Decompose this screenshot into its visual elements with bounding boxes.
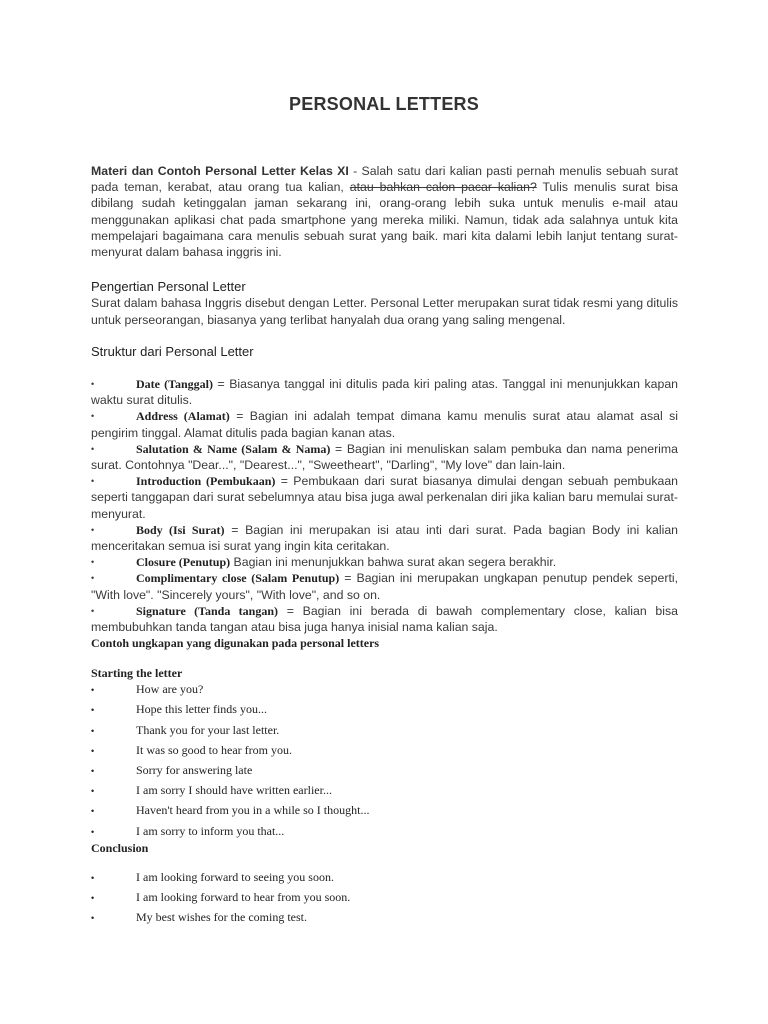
starting-phrase-text: Haven't heard from you in a while so I thought... <box>136 803 370 818</box>
intro-strikethrough: atau bahkan calon pacar kalian? <box>349 180 537 195</box>
bullet-icon: • <box>91 379 95 390</box>
struktur-item-desc: = Bagian ini adalah tempat dimana kamu menulis surat atau alamat asal si pengirim tinggal. Alamat ditulis pada bagian kanan atas. <box>91 409 678 440</box>
bullet-icon: • <box>91 913 95 924</box>
bullet-icon: • <box>91 705 95 716</box>
bullet-icon: • <box>91 685 95 696</box>
struktur-item-term: Address (Alamat) <box>136 409 230 424</box>
struktur-item <box>91 408 678 440</box>
starting-phrase <box>91 821 678 841</box>
struktur-item-desc: = Bagian ini merupakan ungkapan penutup pendek seperti, "With love". "Sincerely yours", "With love", and so on. <box>91 571 679 602</box>
starting-phrase <box>91 699 678 719</box>
conclusion-phrase-text: I am looking forward to hear from you soon. <box>136 889 351 904</box>
bullet-icon: • <box>91 605 95 616</box>
starting-heading: Starting the letter <box>91 666 183 681</box>
pengertian-text: Surat dalam bahasa Inggris disebut dengan Letter. Personal Letter merupakan surat tidak resmi yang ditulis untuk perseorangan, biasanya yang terlibat hanyalah dua orang yang saling mengenal. <box>91 296 678 327</box>
bullet-icon: • <box>91 806 95 817</box>
starting-phrase-text: How are you? <box>136 682 204 697</box>
bullet-icon: • <box>91 557 95 568</box>
conclusion-phrase-text: I am looking forward to seeing you soon. <box>136 869 334 884</box>
starting-phrase <box>91 780 678 800</box>
struktur-item-term: Introduction (Pembukaan) <box>136 474 276 489</box>
starting-phrase-text: Thank you for your last letter. <box>136 722 280 737</box>
struktur-item-term: Body (Isi Surat) <box>136 522 225 537</box>
conclusion-list <box>91 867 678 928</box>
struktur-item-term: Date (Tanggal) <box>136 377 213 392</box>
starting-phrase-text: I am sorry to inform you that... <box>136 823 285 838</box>
struktur-item-desc: = Bagian ini menuliskan salam pembuka dan nama penerima surat. Contohnya "Dear...", "Dearest...", "Sweetheart", "Darling", "My love" dan lain-lain. <box>91 441 678 473</box>
struktur-item-term: Complimentary close (Salam Penutup) <box>136 571 340 586</box>
pengertian-heading: Pengertian Personal Letter <box>91 279 246 295</box>
bullet-icon: • <box>91 524 95 535</box>
bullet-icon: • <box>91 411 95 422</box>
pengertian-section <box>91 279 678 328</box>
struktur-item-desc: = Bagian ini berada di bawah complementary close, kalian bisa membubuhkan tanda tangan atau bisa juga hanya inisial nama kalian saja. <box>91 603 678 635</box>
starting-phrase <box>91 760 678 780</box>
struktur-item-term: Signature (Tanda tangan) <box>136 603 278 618</box>
bullet-icon: • <box>91 476 95 487</box>
bullet-icon: • <box>91 443 95 454</box>
bullet-icon: • <box>91 745 95 756</box>
conclusion-phrase-text: My best wishes for the coming test. <box>136 910 307 925</box>
struktur-heading: Struktur dari Personal Letter <box>91 343 254 359</box>
starting-phrase-text: It was so good to hear from you. <box>136 742 292 757</box>
starting-list <box>91 679 678 841</box>
intro-paragraph <box>91 163 678 260</box>
struktur-item <box>91 554 678 570</box>
bullet-icon: • <box>91 892 95 903</box>
document-body <box>91 163 678 927</box>
bullet-icon: • <box>91 725 95 736</box>
page-title: PERSONAL LETTERS <box>289 94 479 114</box>
struktur-item-desc: = Bagian ini merupakan isi atau inti dari surat. Pada bagian Body ini kalian menceritakan semua isi surat yang ingin kita ceritakan. <box>91 522 678 554</box>
starting-phrase-text: Hope this letter finds you... <box>136 702 267 717</box>
struktur-item <box>91 522 678 554</box>
starting-phrase <box>91 740 678 760</box>
struktur-item <box>91 603 678 635</box>
struktur-item-term: Salutation & Name (Salam & Nama) <box>136 441 331 456</box>
struktur-list <box>91 376 678 635</box>
bullet-icon: • <box>91 766 95 777</box>
intro-text-1: - Salah satu dari kalian pasti pernah menulis sebuah surat pada teman, kerabat, atau orang tua kalian, <box>91 164 679 195</box>
bullet-icon: • <box>91 573 95 584</box>
struktur-item-desc: = Pembukaan dari surat biasanya dimulai dengan sebuah pembukaan seperti tanggapan dari surat sebelumnya atau bisa juga awal perkenalan diri jika kalian baru memulai surat-menyurat. <box>91 474 678 521</box>
struktur-item <box>91 376 678 408</box>
starting-phrase <box>91 679 678 699</box>
conclusion-phrase <box>91 907 678 927</box>
struktur-section <box>91 344 678 635</box>
contoh-heading: Contoh ungkapan yang digunakan pada personal letters <box>91 636 380 651</box>
conclusion-phrase <box>91 887 678 907</box>
conclusion-heading: Conclusion <box>91 840 149 855</box>
starting-phrase-text: I am sorry I should have written earlier... <box>136 783 332 798</box>
conclusion-phrase <box>91 867 678 887</box>
struktur-item <box>91 441 678 473</box>
starting-phrase-text: Sorry for answering late <box>136 763 253 778</box>
contoh-section <box>91 635 678 927</box>
intro-text-2: Tulis menulis surat bisa dibilang sudah ketinggalan jaman sekarang ini, orang-orang lebih suka untuk menulis e-mail atau menggunakan aplikasi chat pada smartphone yang mereka miliki. Namun, tidak ada salahnya untuk kita mempelajari bagaimana cara menulis sebuah surat yang baik. mari kita dalami lebih lanjut tentang surat-menyurat dalam bahasa inggris ini. <box>91 180 678 260</box>
struktur-item <box>91 570 678 602</box>
struktur-item-desc: Bagian ini menunjukkan bahwa surat akan segera berakhir. <box>230 555 557 570</box>
struktur-item-desc: = Biasanya tanggal ini ditulis pada kiri paling atas. Tanggal ini menunjukkan kapan waktu surat ditulis. <box>91 377 678 408</box>
bullet-icon: • <box>91 826 95 837</box>
bullet-icon: • <box>91 872 95 883</box>
struktur-item <box>91 473 678 522</box>
starting-phrase <box>91 800 678 820</box>
starting-phrase <box>91 720 678 740</box>
struktur-item-term: Closure (Penutup) <box>136 555 231 570</box>
bullet-icon: • <box>91 786 95 797</box>
intro-bold-lead: Materi dan Contoh Personal Letter Kelas XI <box>91 164 349 178</box>
